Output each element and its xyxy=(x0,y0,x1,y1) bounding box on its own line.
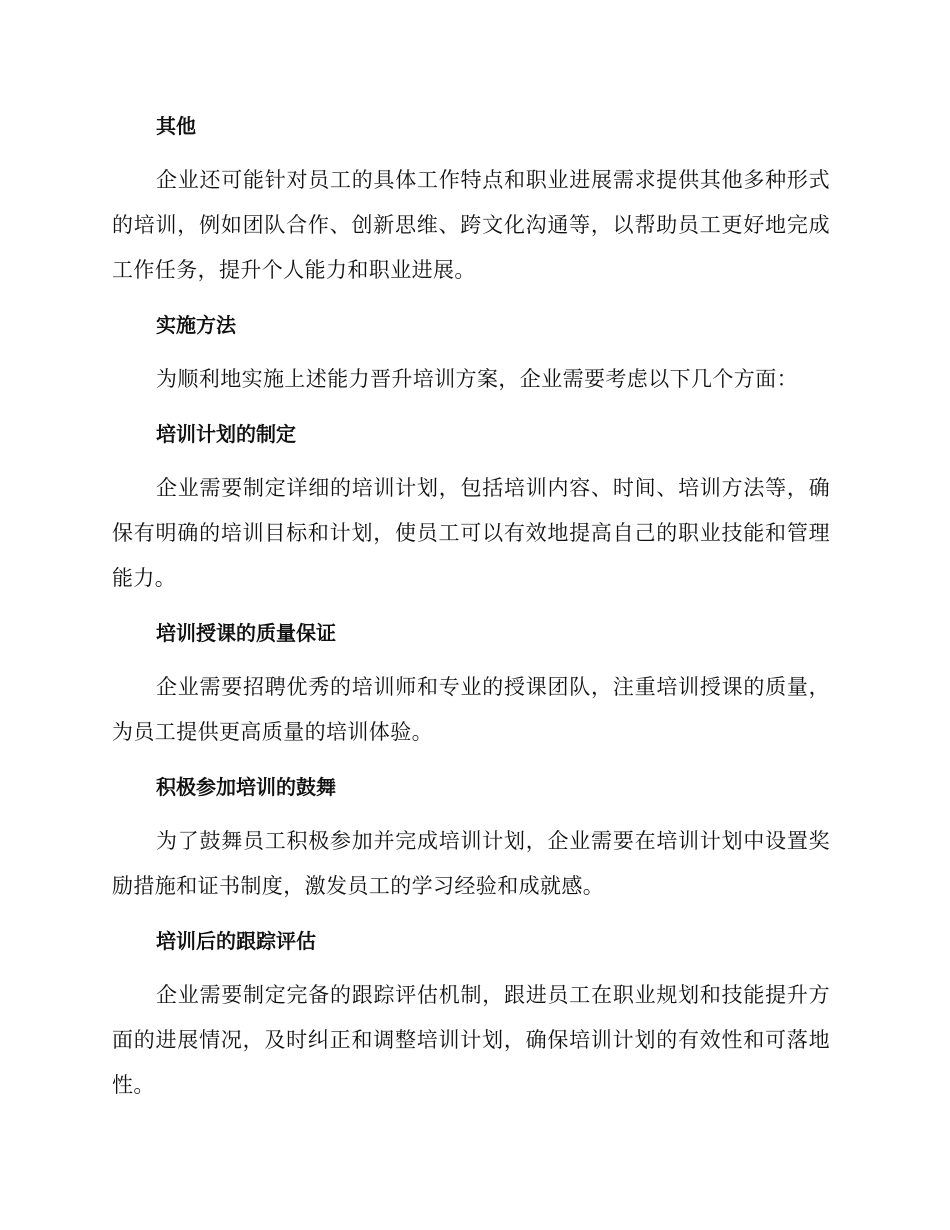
section-paragraph-implementation: 为顺利地实施上述能力晋升培训方案，企业需要考虑以下几个方面： xyxy=(156,367,798,391)
section-heading-other: 其他 xyxy=(156,114,196,138)
section-paragraph-follow-up-evaluation: 企业需要制定完备的跟踪评估机制，跟进员工在职业规划和技能提升方面的进展情况，及时纠正和调整培训计划，确保培训计划的有效性和可落地性。 xyxy=(112,983,830,1097)
section-paragraph-training-plan: 企业需要制定详细的培训计划，包括培训内容、时间、培训方法等，确保有明确的培训目标和计划，使员工可以有效地提高自己的职业技能和管理能力。 xyxy=(112,476,830,590)
section-heading-follow-up-evaluation: 培训后的跟踪评估 xyxy=(156,929,316,953)
section-heading-encouragement: 积极参加培训的鼓舞 xyxy=(156,775,336,799)
section-paragraph-encouragement: 为了鼓舞员工积极参加并完成培训计划，企业需要在培训计划中设置奖励措施和证书制度，激发员工的学习经验和成就感。 xyxy=(112,829,830,898)
section-heading-quality-assurance: 培训授课的质量保证 xyxy=(156,621,336,645)
document-body xyxy=(112,104,830,1108)
section-paragraph-quality-assurance: 企业需要招聘优秀的培训师和专业的授课团队，注重培训授课的质量，为员工提供更高质量的培训体验。 xyxy=(112,675,830,744)
section-heading-training-plan: 培训计划的制定 xyxy=(156,422,296,446)
section-heading-implementation: 实施方法 xyxy=(156,313,236,337)
section-paragraph-other: 企业还可能针对员工的具体工作特点和职业进展需求提供其他多种形式的培训，例如团队合作、创新思维、跨文化沟通等，以帮助员工更好地完成工作任务，提升个人能力和职业进展。 xyxy=(112,168,830,282)
